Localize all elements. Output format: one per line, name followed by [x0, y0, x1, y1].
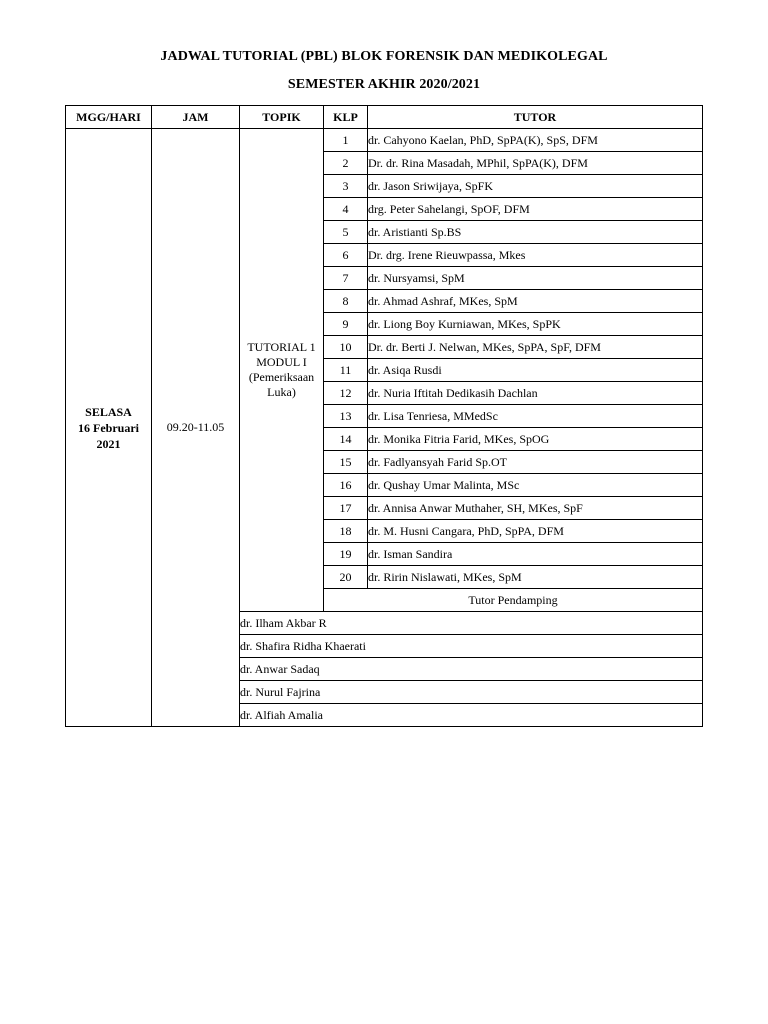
group-number: 8	[324, 290, 368, 313]
group-number: 18	[324, 520, 368, 543]
header-jam: JAM	[152, 106, 240, 129]
schedule-table	[65, 105, 703, 727]
tutor-name: Dr. drg. Irene Rieuwpassa, Mkes	[368, 244, 703, 267]
assistant-tutor-name: dr. Ilham Akbar R	[240, 612, 703, 635]
assistant-tutor-heading: Tutor Pendamping	[324, 589, 703, 612]
tutor-name: dr. M. Husni Cangara, PhD, SpPA, DFM	[368, 520, 703, 543]
tutor-name: Dr. dr. Rina Masadah, MPhil, SpPA(K), DFM	[368, 152, 703, 175]
day-name: SELASA	[85, 404, 132, 419]
tutor-name: dr. Liong Boy Kurniawan, MKes, SpPK	[368, 313, 703, 336]
header-klp: KLP	[324, 106, 368, 129]
group-number: 19	[324, 543, 368, 566]
tutor-name: dr. Monika Fitria Farid, MKes, SpOG	[368, 428, 703, 451]
document-subtitle: SEMESTER AKHIR 2020/2021	[287, 77, 481, 92]
day-cell	[66, 129, 152, 727]
schedule-body	[66, 129, 703, 727]
topic-line: (Pemeriksaan	[248, 370, 315, 384]
group-number: 4	[324, 198, 368, 221]
table-row	[66, 129, 703, 152]
group-number: 5	[324, 221, 368, 244]
assistant-tutor-name: dr. Shafira Ridha Khaerati	[240, 635, 703, 658]
tutor-name: dr. Annisa Anwar Muthaher, SH, MKes, SpF	[368, 497, 703, 520]
header-tutor: TUTOR	[368, 106, 703, 129]
group-number: 9	[324, 313, 368, 336]
day-date: 16 Februari	[78, 420, 139, 435]
topic-line: Luka)	[267, 385, 296, 399]
group-number: 12	[324, 382, 368, 405]
tutor-name: Dr. dr. Berti J. Nelwan, MKes, SpPA, SpF, DFM	[368, 336, 703, 359]
tutor-name: dr. Ririn Nislawati, MKes, SpM	[368, 566, 703, 589]
tutor-name: dr. Lisa Tenriesa, MMedSc	[368, 405, 703, 428]
tutor-name: dr. Nursyamsi, SpM	[368, 267, 703, 290]
group-number: 15	[324, 451, 368, 474]
assistant-tutor-name: dr. Nurul Fajrina	[240, 681, 703, 704]
assistant-tutor-name: dr. Anwar Sadaq	[240, 658, 703, 681]
tutor-name: dr. Cahyono Kaelan, PhD, SpPA(K), SpS, DFM	[368, 129, 703, 152]
header-hari: MGG/HARI	[66, 106, 152, 129]
tutor-name: dr. Fadlyansyah Farid Sp.OT	[368, 451, 703, 474]
group-number: 10	[324, 336, 368, 359]
topic-line: TUTORIAL 1	[247, 340, 316, 354]
group-number: 7	[324, 267, 368, 290]
tutor-name: dr. Ahmad Ashraf, MKes, SpM	[368, 290, 703, 313]
tutor-name: drg. Peter Sahelangi, SpOF, DFM	[368, 198, 703, 221]
document-title: JADWAL TUTORIAL (PBL) BLOK FORENSIK DAN MEDIKOLEGAL	[160, 49, 608, 64]
group-number: 2	[324, 152, 368, 175]
tutor-name: dr. Nuria Iftitah Dedikasih Dachlan	[368, 382, 703, 405]
group-number: 13	[324, 405, 368, 428]
tutor-name: dr. Qushay Umar Malinta, MSc	[368, 474, 703, 497]
group-number: 20	[324, 566, 368, 589]
group-number: 17	[324, 497, 368, 520]
group-number: 3	[324, 175, 368, 198]
group-number: 1	[324, 129, 368, 152]
assistant-tutor-name: dr. Alfiah Amalia	[240, 704, 703, 727]
tutor-name: dr. Asiqa Rusdi	[368, 359, 703, 382]
tutor-name: dr. Aristianti Sp.BS	[368, 221, 703, 244]
topic-line: MODUL I	[256, 355, 307, 369]
group-number: 6	[324, 244, 368, 267]
header-topik: TOPIK	[240, 106, 324, 129]
group-number: 16	[324, 474, 368, 497]
header-row	[66, 106, 703, 129]
time-cell: 09.20-11.05	[152, 129, 240, 727]
topic-cell	[240, 129, 324, 612]
tutor-name: dr. Jason Sriwijaya, SpFK	[368, 175, 703, 198]
group-number: 14	[324, 428, 368, 451]
day-year: 2021	[96, 436, 121, 451]
group-number: 11	[324, 359, 368, 382]
tutor-name: dr. Isman Sandira	[368, 543, 703, 566]
